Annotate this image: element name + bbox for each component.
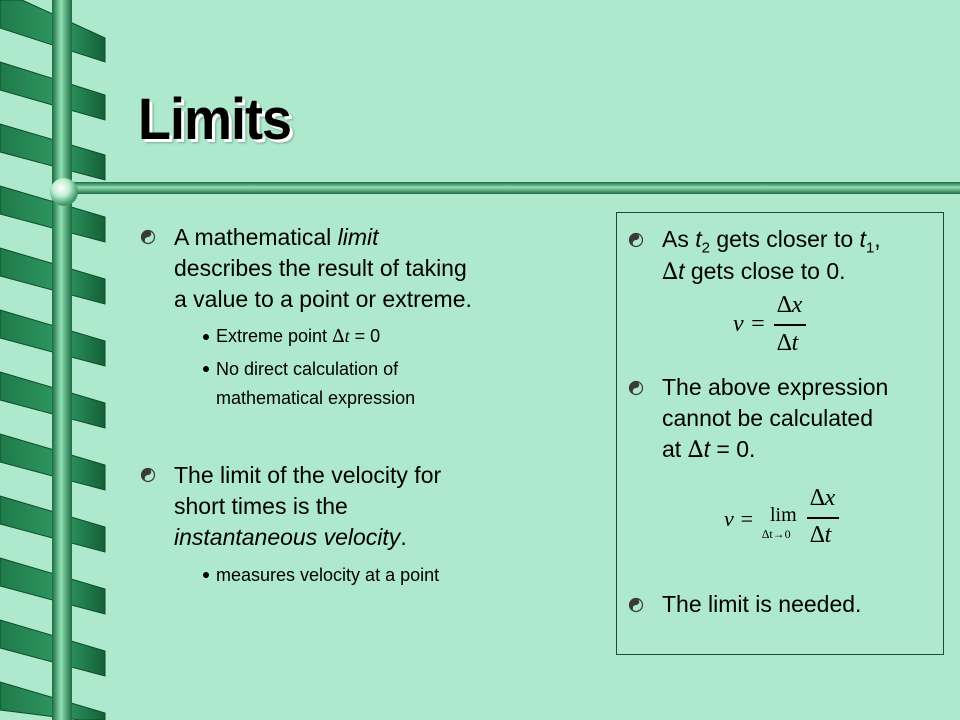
sub-bullet-no-direct-line-1: No direct calculation of (216, 359, 399, 379)
yin-yang-bullet-icon (628, 380, 644, 396)
eq2-lhs: v = (724, 506, 755, 531)
box-bullet-3: The limit is needed. (662, 591, 862, 617)
decorative-horizontal-rod (44, 178, 960, 208)
bullet-2-line-3: instantaneous velocity. (174, 524, 407, 550)
sub-bullet-no-direct-line-2: mathematical expression (216, 388, 416, 408)
bullet-1-line-1: A mathematical limit (174, 224, 379, 250)
yin-yang-bullet-icon (140, 467, 156, 483)
eq2-lim-subscript: ∆t→0 (762, 527, 791, 541)
bullet-2-line-2: short times is the (174, 493, 348, 519)
box-bullet-2-line-2: cannot be calculated (662, 405, 873, 431)
sub-bullet-extreme-point: Extreme point ∆t = 0 (216, 326, 381, 347)
eq2-numerator: ∆x (810, 485, 836, 511)
eq1-numerator: ∆x (777, 292, 803, 318)
bullet-2-line-1: The limit of the velocity for (174, 462, 442, 488)
box-bullet-1-line-1: As $t_2$ gets closer to $t_1$, (662, 226, 881, 257)
yin-yang-bullet-icon (628, 232, 644, 248)
sub-bullet-dot-icon (203, 366, 209, 372)
box-bullet-2-line-1: The above expression (662, 374, 889, 400)
box-bullet-2-line-3: at ∆t = 0. (662, 436, 756, 463)
bullet-1-line-3: a value to a point or extreme. (174, 286, 472, 312)
eq2-denominator: ∆t (810, 522, 832, 548)
sub-bullet-dot-icon (203, 572, 209, 578)
sub-bullet-measures-velocity: measures velocity at a point (216, 565, 440, 585)
eq1-fraction-bar (774, 324, 806, 326)
box-bullet-1-line-2: ∆t gets close to 0. (662, 258, 846, 285)
sub-bullet-dot-icon (203, 334, 209, 340)
eq1-denominator: ∆t (777, 330, 799, 356)
bullet-1-line-2: describes the result of taking (174, 255, 467, 281)
eq2-fraction-bar (807, 517, 839, 519)
yin-yang-bullet-icon (628, 597, 644, 613)
eq2-lim: lim (770, 504, 797, 526)
slide-title: Limits (138, 87, 292, 152)
yin-yang-bullet-icon (140, 229, 156, 245)
decorative-ribbon-border (0, 0, 110, 720)
eq1-lhs: v = (733, 311, 766, 337)
